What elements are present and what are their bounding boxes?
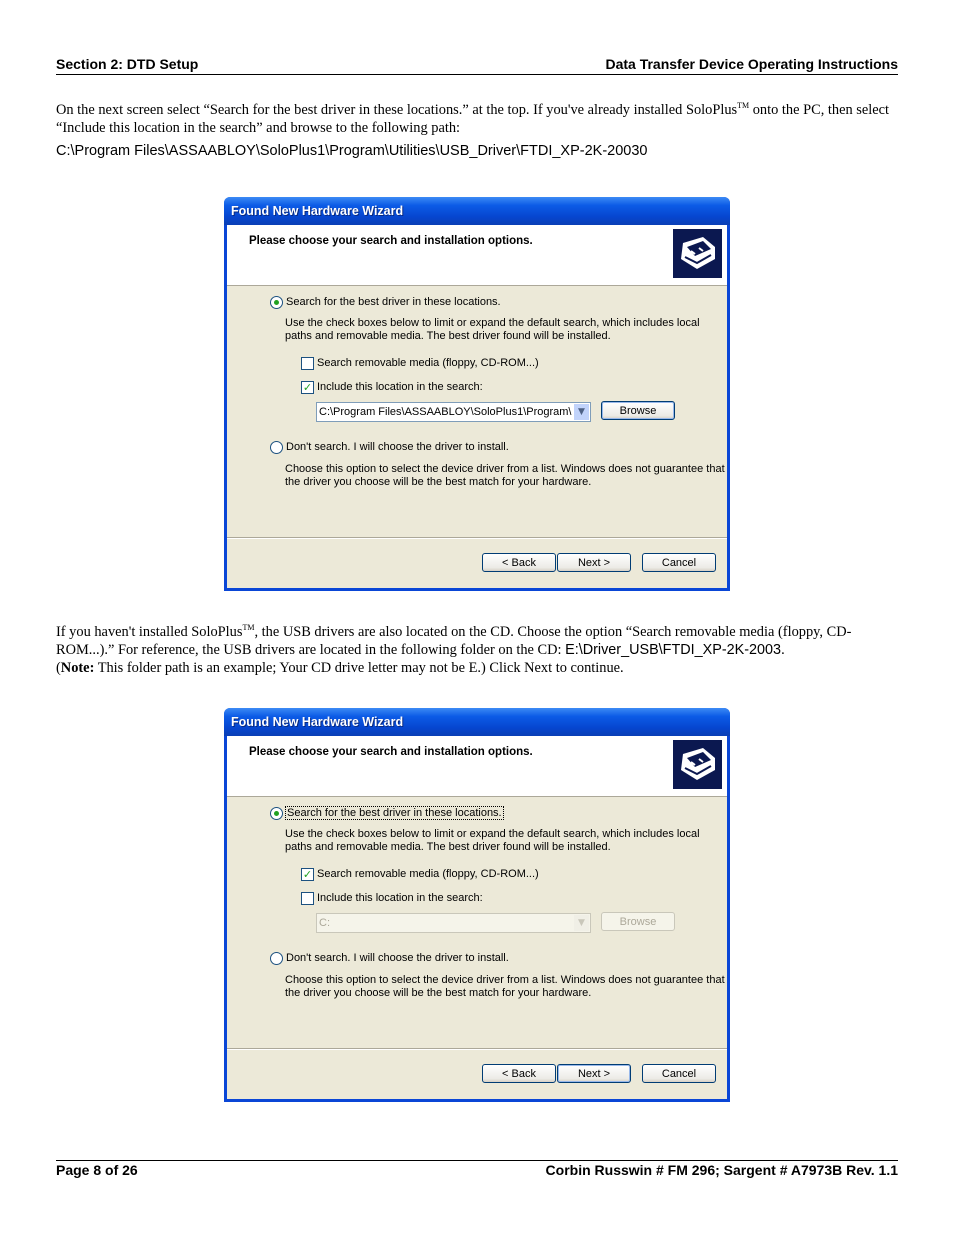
removable-media-checkbox[interactable]: ✓	[302, 868, 313, 881]
removable-media-label[interactable]: Search removable media (floppy, CD-ROM...)	[317, 357, 539, 369]
hardware-wizard-icon	[673, 740, 722, 789]
dont-search-label[interactable]: Don't search. I will choose the driver to install.	[286, 952, 509, 964]
header-section: Section 2: DTD Setup	[56, 56, 199, 72]
middle-text-2: , the USB drivers are also located on the CD. Choose the option “Search removable media (floppy, CD-ROM...).” For reference, the USB drivers are located in the following folder on the CD:	[56, 623, 852, 658]
dont-desc-line1: Choose this option to select the device driver from a list. Windows does not guarantee that	[285, 463, 725, 475]
page-header	[56, 56, 898, 75]
search-desc-line2: paths and removable media. The best driver found will be installed.	[285, 841, 611, 853]
cancel-button[interactable]: Cancel	[642, 1064, 716, 1083]
window-title: Found New Hardware Wizard	[231, 204, 404, 218]
divider	[227, 1048, 727, 1050]
removable-media-checkbox[interactable]	[301, 357, 314, 370]
trademark-2: TM	[242, 623, 255, 632]
dont-desc-line2: the driver you choose will be the best match for your hardware.	[285, 987, 592, 999]
wizard-dialog-2	[224, 708, 730, 1102]
search-best-radio[interactable]	[270, 296, 283, 309]
location-combobox[interactable]	[316, 402, 591, 422]
wizard-header	[227, 736, 727, 797]
page-number: Page 8 of 26	[56, 1162, 138, 1178]
include-location-label[interactable]: Include this location in the search:	[317, 381, 483, 393]
header-doc-title: Data Transfer Device Operating Instructions	[605, 56, 898, 72]
title-bar[interactable]	[224, 708, 730, 736]
search-best-label[interactable]: Search for the best driver in these locations.	[286, 296, 501, 308]
wizard-heading: Please choose your search and installation options.	[249, 746, 533, 758]
dont-search-label[interactable]: Don't search. I will choose the driver to install.	[286, 441, 509, 453]
intro-paragraph	[56, 97, 898, 137]
middle-paragraph	[56, 619, 898, 677]
location-value: C:\Program Files\ASSAABLOY\SoloPlus1\Program\	[319, 406, 572, 418]
wizard-header	[227, 225, 727, 286]
search-desc-line2: paths and removable media. The best driver found will be installed.	[285, 330, 611, 342]
note-paren: (	[56, 659, 61, 676]
install-path: C:\Program Files\ASSAABLOY\SoloPlus1\Program\Utilities\USB_Driver\FTDI_XP-2K-20030	[56, 143, 648, 159]
window-title: Found New Hardware Wizard	[231, 715, 404, 729]
page-footer	[56, 1160, 898, 1181]
trademark: TM	[737, 101, 750, 110]
back-button[interactable]: < Back	[482, 1064, 556, 1083]
note-text: This folder path is an example; Your CD drive letter may not be E.) Click Next to continue.	[94, 659, 624, 676]
period: .	[781, 641, 785, 658]
next-button[interactable]: Next >	[557, 553, 631, 572]
back-button[interactable]: < Back	[482, 553, 556, 572]
chevron-down-icon[interactable]: ▼	[574, 915, 589, 931]
dont-desc-line1: Choose this option to select the device driver from a list. Windows does not guarantee that	[285, 974, 725, 986]
chevron-down-icon[interactable]: ▼	[574, 404, 589, 420]
dont-search-radio[interactable]	[270, 441, 283, 454]
include-location-checkbox[interactable]	[301, 892, 314, 905]
search-best-label[interactable]: Search for the best driver in these locations.	[287, 807, 502, 819]
intro-text: On the next screen select “Search for the best driver in these locations.” at the top. If you've already installed SoloPlus	[56, 101, 738, 118]
dont-search-radio[interactable]	[270, 952, 283, 965]
search-best-radio[interactable]	[270, 807, 283, 820]
removable-media-label[interactable]: Search removable media (floppy, CD-ROM...)	[317, 868, 539, 880]
browse-button[interactable]: Browse	[601, 401, 675, 420]
include-location-checkbox[interactable]: ✓	[302, 381, 313, 394]
note-label: Note:	[60, 659, 95, 676]
location-value: C:	[319, 917, 330, 929]
middle-text: If you haven't installed SoloPlus	[56, 623, 243, 640]
title-bar[interactable]	[224, 197, 730, 225]
search-desc-line1: Use the check boxes below to limit or expand the default search, which includes local	[285, 828, 700, 840]
dont-desc-line2: the driver you choose will be the best match for your hardware.	[285, 476, 592, 488]
cancel-button[interactable]: Cancel	[642, 553, 716, 572]
cd-path: E:\Driver_USB\FTDI_XP-2K-2003	[565, 641, 782, 658]
next-button[interactable]: Next >	[557, 1064, 631, 1083]
intro-text-2: onto the PC, then select “Include this location in the search” and browse to the following path:	[56, 101, 890, 136]
location-combobox[interactable]	[316, 913, 591, 933]
wizard-dialog-1	[224, 197, 730, 591]
product-info: Corbin Russwin # FM 296; Sargent # A7973B Rev. 1.1	[545, 1162, 898, 1178]
hardware-wizard-icon	[673, 229, 722, 278]
wizard-heading: Please choose your search and installation options.	[249, 235, 533, 247]
search-desc-line1: Use the check boxes below to limit or expand the default search, which includes local	[285, 317, 700, 329]
browse-button[interactable]: Browse	[601, 912, 675, 931]
divider	[227, 537, 727, 539]
include-location-label[interactable]: Include this location in the search:	[317, 892, 483, 904]
